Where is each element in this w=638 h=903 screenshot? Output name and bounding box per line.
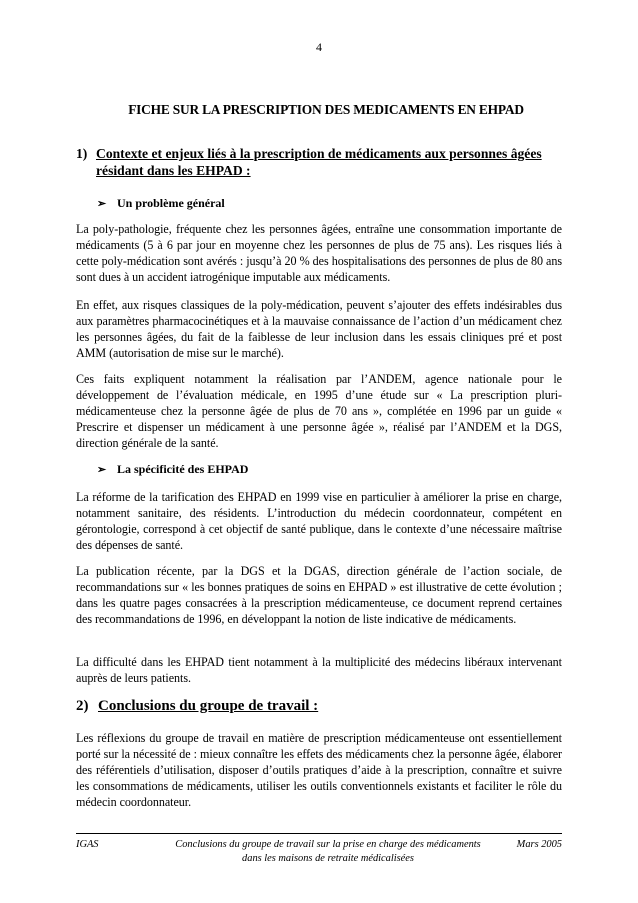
footer-title xyxy=(160,838,496,866)
section-2-heading xyxy=(76,698,566,715)
page-title: FICHE SUR LA PRESCRIPTION DES MEDICAMENTS EN EHPAD xyxy=(128,102,524,117)
footer-org: IGAS xyxy=(76,839,99,850)
paragraph-6: La difficulté dans les EHPAD tient notamment à la multiplicité des médecins libéraux intervenant auprès de leurs patients. xyxy=(76,655,562,685)
paragraph-1: La poly-pathologie, fréquente chez les personnes âgées, entraîne une consommation importante de médicaments (5 à 6 par jour en moyenne chez les personnes de plus de 75 ans). Les risques liés à cette poly-médication sont avérés : jusqu’à 20 % des hospitalisations des personnes de plus de 80 ans sont dues à un accident iatrogénique imputable aux médicaments. xyxy=(76,222,562,284)
bullet-heading-1 xyxy=(97,196,225,211)
footer-divider xyxy=(76,833,562,834)
footer-date: Mars 2005 xyxy=(516,839,562,850)
bullet-heading-2 xyxy=(97,462,248,477)
footer-title-line-1: Conclusions du groupe de travail sur la prise en charge des médicaments xyxy=(175,839,481,850)
footer-title-line-2: dans les maisons de retraite médicalisées xyxy=(242,853,414,864)
section-1-number: 1) xyxy=(76,146,88,161)
section-1-heading xyxy=(76,145,566,179)
section-2-title: Conclusions du groupe de travail : xyxy=(98,698,319,714)
paragraph-3: Ces faits expliquent notamment la réalisation par l’ANDEM, agence nationale pour le développement de l’évaluation médicale, en 1995 d’une étude sur « La prescription pluri-médicamenteuse chez la personne âgée de plus de 70 ans », complétée en 1996 par un guide « Prescrire et dispenser un médicament à une personne âgée », réalisé par l’ANDEM et la DGS, direction générale de la santé. xyxy=(76,372,562,450)
paragraph-4: La réforme de la tarification des EHPAD en 1999 vise en particulier à améliorer la prise en charge, notamment sanitaire, des résidents. L’introduction du médecin coordonnateur, compétent en gérontologie, correspond à cet objectif de santé publique, dans le contexte d’une nécessaire maîtrise des dépenses de santé. xyxy=(76,490,562,552)
arrow-bullet-icon: ➢ xyxy=(97,464,107,476)
section-1-title: Contexte et enjeux liés à la prescription de médicaments aux personnes âgées résidant dans les EHPAD : xyxy=(96,146,542,178)
section-2-number: 2) xyxy=(76,698,89,714)
paragraph-7: Les réflexions du groupe de travail en matière de prescription médicamenteuse ont essentiellement porté sur la nécessité de : mieux connaître les effets des médicaments chez la personne âgée, élaborer des référentiels d’utilisation, disposer d’outils pratiques d’aide à la prescription, connaître et suivre les consommations de médicaments, utiliser les outils conventionnels existants et faciliter le rôle du médecin coordonnateur. xyxy=(76,731,562,809)
paragraph-5: La publication récente, par la DGS et la DGAS, direction générale de l’action sociale, de recommandations sur « les bonnes pratiques de soins en EHPAD » est illustrative de cette évolution ; dans les quatre pages consacrées à la prescription médicamenteuse, ce document reprend certaines des recommandations de 1996, en développant la notion de liste indicative de médicaments. xyxy=(76,564,562,626)
page-number: 4 xyxy=(316,40,322,54)
bullet-2-label: La spécificité des EHPAD xyxy=(117,462,249,476)
paragraph-2: En effet, aux risques classiques de la poly-médication, peuvent s’ajouter des effets indésirables dus aux paramètres pharmacocinétiques et à la mauvaise connaissance de l’action d’un médicament chez les personnes âgées, du fait de la faiblesse de leur inclusion dans les essais cliniques pré et post AMM (autorisation de mise sur le marché). xyxy=(76,298,562,360)
bullet-1-label: Un problème général xyxy=(117,196,225,210)
arrow-bullet-icon: ➢ xyxy=(97,198,107,210)
